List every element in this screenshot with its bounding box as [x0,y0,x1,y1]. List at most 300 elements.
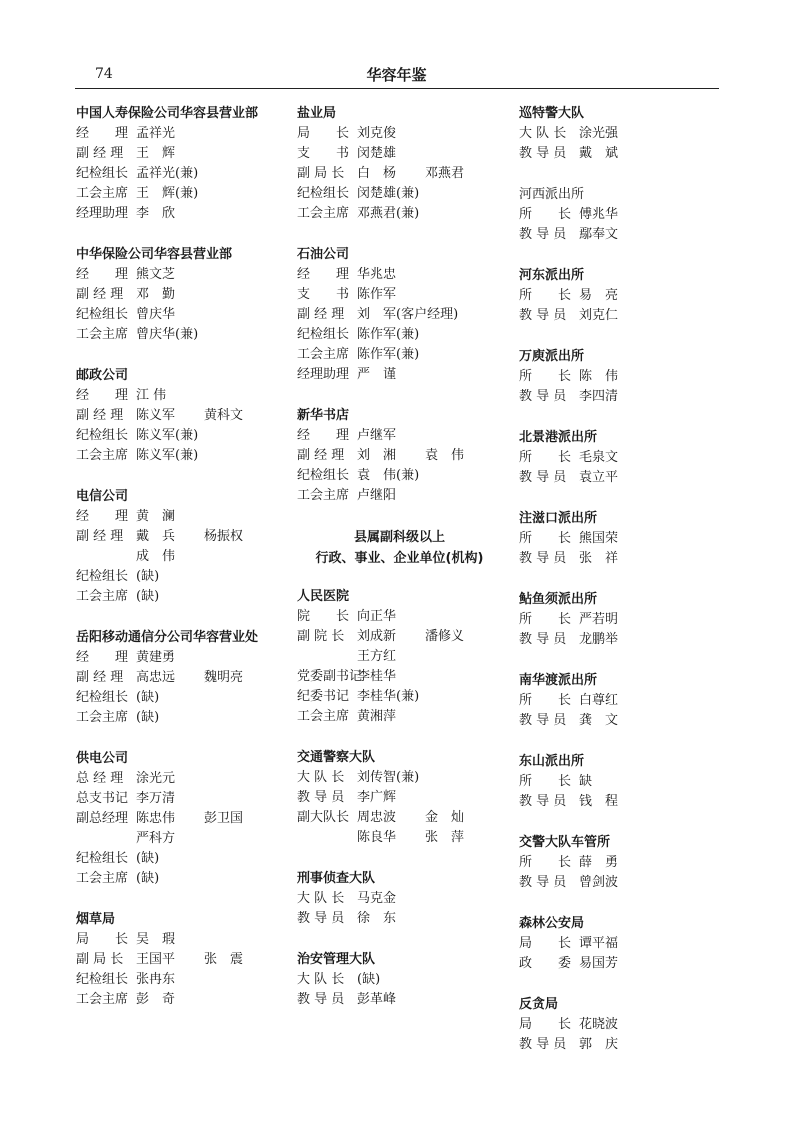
position-title: 大 队 长 [297,972,345,987]
person-name: 严 谨 [357,367,397,382]
column-middle [297,104,502,1031]
staff-row [76,285,286,305]
org-section [519,914,719,974]
position-title: 所 长 [519,288,572,303]
staff-row [519,934,719,954]
person-name: 江 伟 [136,388,167,403]
position-title: 教 导 员 [519,470,567,485]
person-name: 缺 [579,774,593,789]
person-name: 陈作军(兼) [357,347,420,362]
staff-row [76,849,286,869]
person-name: 张冉东 [136,972,176,987]
person-name: 黄湘萍 [357,709,397,724]
position-title: 党委副书记 [297,669,363,684]
position-title: 副 院 长 [297,629,345,644]
staff-row [297,466,502,486]
org-title: 交警大队车管所 [519,835,611,850]
position-title: 所 长 [519,369,572,384]
position-title: 大 队 长 [297,770,345,785]
position-title: 所 长 [519,774,572,789]
position-title: 纪检组长 [297,327,350,342]
staff-row [297,970,502,990]
position-title: 局 长 [297,126,350,141]
org-section [519,671,719,731]
staff-row [519,772,719,792]
position-title: 副 局 长 [297,166,345,181]
person-name: 王国平 [136,952,176,967]
position-title: 纪委书记 [297,689,350,704]
staff-row [519,792,719,812]
person-name: 曾庆华(兼) [136,327,199,342]
org-title: 万庾派出所 [519,349,585,364]
person-name: 邓燕君(兼) [357,206,420,221]
person-name: 陈 伟 [579,369,619,384]
person-name: 吴 瑕 [136,932,176,947]
staff-row [519,448,719,468]
position-title: 副 经 理 [76,529,124,544]
org-title: 供电公司 [76,751,129,766]
staff-row [519,529,719,549]
staff-row [519,711,719,731]
staff-row [519,286,719,306]
org-section [519,266,719,326]
staff-row [76,930,286,950]
person-name: 孟祥光(兼) [136,166,199,181]
running-title: 华容年鉴 [366,66,427,84]
org-section [297,406,502,506]
staff-row [297,265,502,285]
org-section [519,995,719,1055]
staff-row [76,970,286,990]
person-name: 闵楚雄(兼) [357,186,420,201]
staff-row [519,630,719,650]
staff-row [519,549,719,569]
org-section [519,509,719,569]
position-title: 副 经 理 [297,307,345,322]
position-title: 支 书 [297,146,350,161]
position-title: 工会主席 [76,992,129,1007]
position-title: 工会主席 [297,206,350,221]
person-name: 杨振权 [204,529,244,544]
staff-row [297,889,502,909]
org-title: 中国人寿保险公司华容县营业部 [76,106,259,121]
staff-row [297,325,502,345]
person-name: 花晓波 [579,1017,619,1032]
position-title: 教 导 员 [519,308,567,323]
org-section [76,366,286,466]
person-name: 袁立平 [579,470,619,485]
org-title: 石油公司 [297,247,350,262]
position-title: 经 理 [76,650,129,665]
org-section [297,950,502,1010]
position-title: 教 导 员 [519,146,567,161]
staff-row [76,829,286,849]
person-name: 戴 兵 [136,529,176,544]
person-name: (缺) [136,690,160,705]
staff-row [297,808,502,828]
person-name: 彭 奇 [136,992,176,1007]
staff-row [76,527,286,547]
staff-row [297,788,502,808]
staff-row [519,367,719,387]
org-section [297,869,502,929]
person-name: 袁 伟 [425,448,465,463]
position-title: 经 理 [76,267,129,282]
person-name: 陈义军 [136,408,176,423]
staff-row [76,668,286,688]
person-name: 易国芳 [579,956,619,971]
position-title: 教 导 员 [519,1037,567,1052]
category-heading [297,527,502,569]
org-section [297,245,502,385]
person-name: 张 震 [204,952,244,967]
person-name: 成 伟 [136,549,176,564]
staff-row [519,225,719,245]
position-title: 教 导 员 [297,992,345,1007]
staff-row [519,144,719,164]
position-title: 教 导 员 [519,875,567,890]
staff-row [519,691,719,711]
staff-row [76,406,286,426]
position-title: 所 长 [519,531,572,546]
person-name: 李四清 [579,389,619,404]
staff-row [76,567,286,587]
org-section [519,347,719,407]
person-name: 傅兆华 [579,207,619,222]
position-title: 工会主席 [76,186,129,201]
person-name: 刘克俊 [357,126,397,141]
position-title: 教 导 员 [519,713,567,728]
org-title: 北景港派出所 [519,430,598,445]
position-title [76,547,136,567]
page-number: 74 [95,66,113,82]
staff-row [297,486,502,506]
person-name: 卢继军 [357,428,397,443]
org-title: 盐业局 [297,106,337,121]
person-name: (缺) [136,851,160,866]
staff-row [297,707,502,727]
position-title: 纪检组长 [76,569,129,584]
org-title: 人民医院 [297,589,350,604]
person-name: 龚 文 [579,713,619,728]
staff-row [519,853,719,873]
person-name: 刘 湘 [357,448,397,463]
staff-row [76,869,286,889]
person-name: 涂光元 [136,771,176,786]
position-title: 纪检组长 [76,166,129,181]
position-title: 工会主席 [76,589,129,604]
position-title: 局 长 [76,932,129,947]
person-name: 白 杨 [357,166,397,181]
staff-row [519,610,719,630]
position-title: 教 导 员 [519,389,567,404]
org-section [519,428,719,488]
org-section [76,245,286,345]
person-name: 华兆忠 [357,267,397,282]
staff-row [76,990,286,1010]
org-section [76,487,286,607]
position-title: 院 长 [297,609,350,624]
staff-row [297,305,502,325]
staff-row [297,124,502,144]
person-name: 陈忠伟 [136,811,176,826]
person-name: 金 灿 [425,810,465,825]
staff-row [297,285,502,305]
position-title: 所 长 [519,207,572,222]
person-name: 陈作军 [357,287,397,302]
person-name: 刘传智(兼) [357,770,420,785]
person-name: 向正华 [357,609,397,624]
staff-row [519,468,719,488]
person-name: 毛泉文 [579,450,619,465]
position-title: 纪检组长 [76,428,129,443]
person-name: 鄢奉文 [579,227,619,242]
staff-row [297,345,502,365]
position-title: 纪检组长 [76,972,129,987]
column-left [76,104,286,1031]
position-title: 副 经 理 [76,670,124,685]
position-title: 教 导 员 [519,551,567,566]
staff-row [519,387,719,407]
org-section [76,910,286,1010]
org-section [76,628,286,728]
person-name: 魏明亮 [204,670,244,685]
staff-row [76,446,286,466]
person-name: (缺) [136,871,160,886]
position-title: 副 经 理 [76,408,124,423]
org-title: 新华书店 [297,408,350,423]
header-rule [75,88,719,89]
person-name: 黄 澜 [136,509,176,524]
person-name: 高忠远 [136,670,176,685]
person-name: 陈义军(兼) [136,428,199,443]
position-title: 局 长 [519,936,572,951]
org-title: 河西派出所 [519,187,585,202]
person-name: 李万清 [136,791,176,806]
person-name: 陈义军(兼) [136,448,199,463]
person-name: 彭卫国 [204,811,244,826]
org-section [76,104,286,224]
person-name: 龙鹏举 [579,632,619,647]
org-title: 刑事侦查大队 [297,871,376,886]
org-title: 南华渡派出所 [519,673,598,688]
position-title: 副总经理 [76,811,129,826]
position-title: 教 导 员 [519,227,567,242]
person-name: 戴 斌 [579,146,619,161]
org-section [76,749,286,889]
position-title: 教 导 员 [297,790,345,805]
person-name: 陈作军(兼) [357,327,420,342]
person-name: 王方红 [357,649,397,664]
position-title: 工会主席 [76,448,129,463]
org-title: 反贪局 [519,997,559,1012]
org-title: 鲇鱼须派出所 [519,592,598,607]
person-name: (缺) [357,972,381,987]
org-title: 交通警察大队 [297,750,376,765]
person-name: 王 辉(兼) [136,186,199,201]
staff-row [297,184,502,204]
staff-row [76,547,286,567]
position-title: 经 理 [76,388,129,403]
staff-row [519,873,719,893]
person-name: 周忠波 [357,810,397,825]
person-name: 刘克仁 [579,308,619,323]
org-section [297,587,502,727]
staff-row [297,828,502,848]
person-name: 涂光强 [579,126,619,141]
staff-row [76,124,286,144]
position-title [297,828,357,848]
staff-row [297,687,502,707]
org-title: 邮政公司 [76,368,129,383]
staff-row [297,607,502,627]
person-name: 彭革峰 [357,992,397,1007]
position-title: 纪检组长 [297,468,350,483]
position-title: 纪检组长 [297,186,350,201]
staff-row [76,325,286,345]
staff-row [519,1015,719,1035]
person-name: 刘 军(客户经理) [357,307,459,322]
staff-row [519,205,719,225]
org-title: 烟草局 [76,912,116,927]
staff-row [76,507,286,527]
org-section [297,104,502,224]
position-title: 工会主席 [76,710,129,725]
org-section [519,104,719,164]
position-title: 经理助理 [76,206,129,221]
staff-row [297,909,502,929]
position-title: 总 经 理 [76,771,124,786]
person-name: 易 亮 [579,288,619,303]
org-title: 东山派出所 [519,754,585,769]
staff-row [297,365,502,385]
person-name: 白尊红 [579,693,619,708]
position-title: 经理助理 [297,367,350,382]
person-name: 王 辉 [136,146,176,161]
position-title [297,647,357,667]
person-name: 马克金 [357,891,397,906]
position-title: 工会主席 [297,709,350,724]
position-title: 政 委 [519,956,572,971]
org-section [519,590,719,650]
staff-row [519,306,719,326]
staff-row [76,265,286,285]
person-name: 李桂华 [357,669,397,684]
org-title: 巡特警大队 [519,106,585,121]
person-name: 孟祥光 [136,126,176,141]
org-section [519,185,719,245]
person-name: 陈良华 [357,830,397,845]
person-name: 闵楚雄 [357,146,397,161]
staff-row [76,950,286,970]
person-name: 刘成新 [357,629,397,644]
position-title: 副 经 理 [76,146,124,161]
person-name: 徐 东 [357,911,397,926]
staff-row [76,184,286,204]
position-title: 局 长 [519,1017,572,1032]
position-title: 经 理 [76,126,129,141]
person-name: (缺) [136,589,160,604]
person-name: 熊文芝 [136,267,176,282]
org-title: 森林公安局 [519,916,585,931]
position-title: 副 经 理 [297,448,345,463]
position-title: 工会主席 [76,327,129,342]
person-name: 潘修义 [425,629,465,644]
person-name: 卢继阳 [357,488,397,503]
staff-row [297,164,502,184]
org-title: 注滋口派出所 [519,511,598,526]
person-name: 李 欣 [136,206,176,221]
person-name: 薛 勇 [579,855,619,870]
person-name: 邓 勤 [136,287,176,302]
position-title: 所 长 [519,855,572,870]
position-title: 纪检组长 [76,307,129,322]
staff-row [297,204,502,224]
person-name: 钱 程 [579,794,619,809]
person-name: (缺) [136,569,160,584]
person-name: 李广辉 [357,790,397,805]
staff-row [76,708,286,728]
person-name: 熊国荣 [579,531,619,546]
person-name: 曾庆华 [136,307,176,322]
position-title [76,829,136,849]
person-name: 严若明 [579,612,619,627]
position-title: 所 长 [519,612,572,627]
staff-row [297,426,502,446]
staff-row [76,144,286,164]
staff-row [76,386,286,406]
org-section [519,752,719,812]
position-title: 经 理 [297,267,350,282]
org-title: 岳阳移动通信分公司华容营业处 [76,630,259,645]
position-title: 副 经 理 [76,287,124,302]
person-name: 黄科文 [204,408,244,423]
person-name: (缺) [136,710,160,725]
staff-row [519,1035,719,1055]
staff-row [76,789,286,809]
category-heading-line: 县属副科级以上 [353,530,445,545]
position-title: 副大队长 [297,810,350,825]
staff-row [297,144,502,164]
position-title: 副 局 长 [76,952,124,967]
staff-row [297,768,502,788]
org-title: 中华保险公司华容县营业部 [76,247,233,262]
staff-row [76,204,286,224]
staff-row [76,688,286,708]
staff-row [76,809,286,829]
person-name: 曾剑波 [579,875,619,890]
staff-row [76,587,286,607]
position-title: 经 理 [76,509,129,524]
org-title: 电信公司 [76,489,129,504]
staff-row [297,667,502,687]
position-title: 大 队 长 [297,891,345,906]
position-title: 纪检组长 [76,851,129,866]
person-name: 邓燕君 [425,166,465,181]
staff-row [297,990,502,1010]
staff-row [519,954,719,974]
staff-row [76,426,286,446]
person-name: 张 祥 [579,551,619,566]
position-title: 教 导 员 [519,794,567,809]
org-title: 河东派出所 [519,268,585,283]
staff-row [76,648,286,668]
column-right [519,104,719,1076]
person-name: 严科方 [136,831,176,846]
staff-row [297,647,502,667]
position-title: 工会主席 [297,347,350,362]
position-title: 纪检组长 [76,690,129,705]
